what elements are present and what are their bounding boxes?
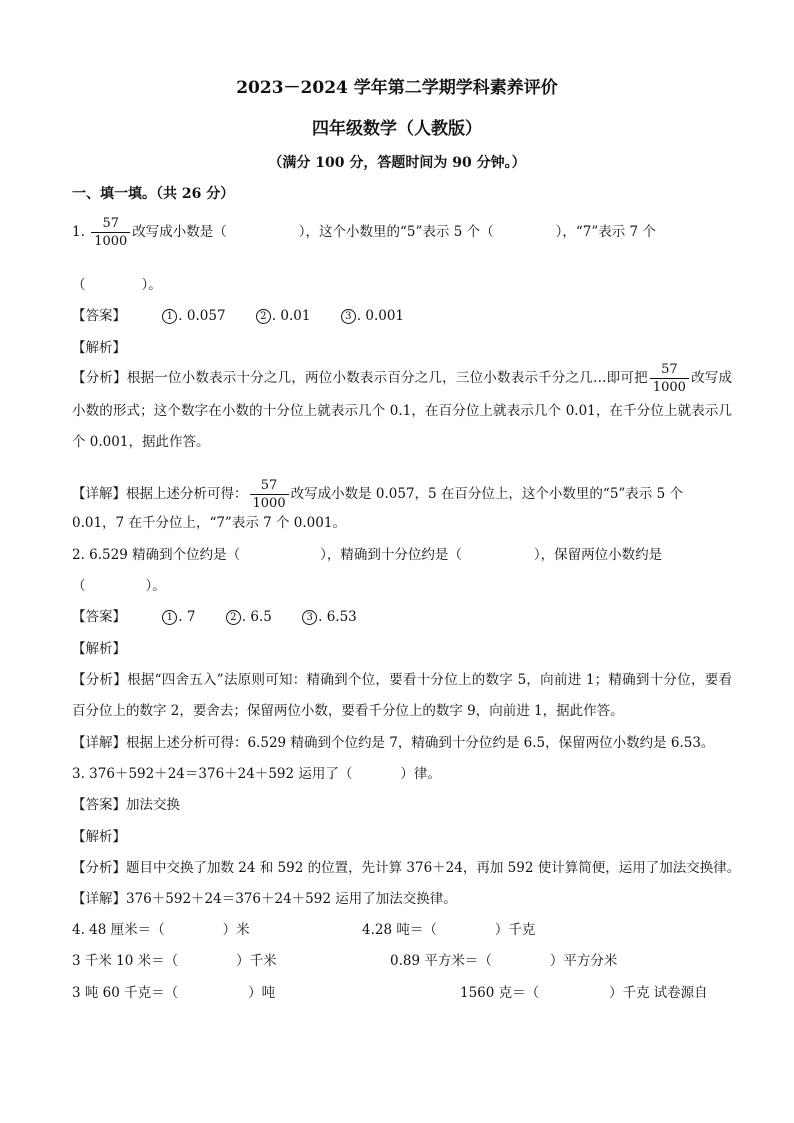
- fraction-numerator: 57: [650, 361, 689, 379]
- question-text: 2. 6.529 精确到个位约是（: [72, 547, 241, 563]
- answer-value: . 0.01: [271, 308, 311, 324]
- analysis-text: 根据一位小数表示十分之几，两位小数表示百分之几，三位小数表示千分之几…即可把: [126, 370, 648, 386]
- fraction-denominator: 1000: [94, 234, 128, 249]
- q4-row2-right: [390, 951, 617, 971]
- q4-row1-left: [72, 920, 250, 940]
- analysis-paragraph: [72, 665, 732, 727]
- question-text: 3 吨 60 千克＝（: [72, 985, 179, 1001]
- question-text: ）平方分米: [549, 953, 618, 969]
- detail-text-cont: 0.01，7 在千分位上，“7”表示 7 个 0.001。: [72, 515, 346, 531]
- circled-number-icon: 2: [226, 610, 241, 625]
- answer-value: 加法交换: [126, 797, 180, 813]
- q4-row2-left: [72, 951, 277, 971]
- question-text: ）吨: [248, 985, 276, 1001]
- question-text: ），保留两位小数约是: [533, 547, 663, 563]
- question-2: [72, 545, 662, 565]
- question-text: （: [72, 578, 86, 594]
- analysis-paragraph: [72, 858, 740, 878]
- circled-number-icon: 3: [341, 309, 356, 324]
- circled-number-icon: 1: [162, 610, 177, 625]
- question-text: ），“7”表示 7 个: [555, 224, 656, 240]
- jiexi-label: 【解析】: [72, 340, 126, 356]
- question-text: 改写成小数是（: [132, 224, 227, 240]
- question-text: 3 千米 10 米＝（: [72, 953, 179, 969]
- fraction-57-1000: [650, 361, 689, 396]
- watermark-text: 试卷源自: [653, 985, 708, 1001]
- answer-item: [256, 306, 311, 326]
- circled-number-icon: 3: [302, 610, 317, 625]
- exam-note: （满分 100 分，答题时间为 90 分钟。）: [268, 155, 526, 171]
- question-text: ），精确到十分位约是（: [320, 547, 462, 563]
- question-1-cont: [72, 275, 162, 295]
- analysis-paragraph: [72, 361, 732, 458]
- question-1: [72, 215, 656, 250]
- question-text: （: [72, 277, 86, 293]
- question-text: 4.28 吨＝（: [362, 922, 437, 938]
- answer-item: [341, 306, 404, 326]
- question-text: ）千克: [494, 922, 536, 938]
- detail-text: 根据上述分析可得：: [126, 486, 248, 502]
- detail-text: 376＋592＋24＝376＋24＋592 运用了加法交换律。: [126, 891, 457, 907]
- fraction-numerator: 57: [250, 477, 289, 495]
- question-text: ），这个小数里的“5”表示 5 个（: [298, 224, 494, 240]
- answer-item: [226, 607, 272, 627]
- question-text: ）米: [222, 922, 250, 938]
- question-text: ）千克: [609, 985, 650, 1001]
- fraction-denominator: 1000: [252, 496, 286, 511]
- xiangjie-label: 【详解】: [72, 891, 126, 907]
- answer-value: . 7: [178, 609, 196, 625]
- fenxi-label: 【分析】: [72, 370, 127, 386]
- detail-paragraph: [72, 733, 714, 753]
- answer-value: . 6.53: [318, 609, 357, 625]
- question-text: ）。: [141, 277, 162, 293]
- xiangjie-label: 【详解】: [72, 486, 126, 502]
- q4-row3-left: [72, 983, 275, 1003]
- answer-item: [162, 607, 195, 627]
- question-2-cont: [72, 576, 166, 596]
- question-3: [72, 764, 441, 784]
- fraction-numerator: 57: [91, 215, 130, 233]
- detail-paragraph: [72, 477, 683, 512]
- analysis-text: 题目中交换了加数 24 和 592 的位置，先计算 376＋24，再加 592 使计算简便，运用了加法交换律。: [126, 860, 741, 876]
- answer-value: . 6.5: [241, 609, 272, 625]
- answer-row: [72, 795, 180, 815]
- analysis-text: 根据“四舍五入”法原则可知：精确到个位，要看十分位上的数字 5，向前进 1；精确到十分位，要看百分位上的数字 2，要舍去；保留两位小数，要看千分位上的数字 9，向前进 1，据此作答。: [72, 672, 732, 719]
- detail-text: 改写成小数是 0.057，5 在百分位上，这个小数里的“5”表示 5 个: [290, 486, 683, 502]
- question-text: ）千米: [236, 953, 277, 969]
- jiexi-label: 【解析】: [72, 641, 126, 657]
- answer-row: [72, 607, 383, 627]
- question-text: 4. 48 厘米＝（: [72, 922, 165, 938]
- jiexi-label: 【解析】: [72, 829, 126, 845]
- answer-label: 【答案】: [72, 797, 126, 813]
- answer-value: . 0.001: [356, 308, 405, 324]
- fraction-57-1000: [91, 215, 130, 250]
- detail-text: 根据上述分析可得：6.529 精确到个位约是 7，精确到十分位约是 6.5，保留两位小数约是 6.53。: [126, 735, 715, 751]
- answer-label: 【答案】: [72, 308, 126, 324]
- question-number: 1.: [72, 224, 85, 240]
- q4-row3-right: [460, 983, 708, 1003]
- fraction-57-1000: [250, 477, 289, 512]
- page-title: 2023－2024 学年第二学期学科素养评价: [236, 78, 558, 98]
- question-text: ）律。: [400, 766, 441, 782]
- section-heading: 一、填一填。（共 26 分）: [72, 186, 235, 202]
- page-subtitle: 四年级数学（人教版）: [312, 119, 482, 139]
- answer-value: . 0.057: [178, 308, 226, 324]
- answer-label: 【答案】: [72, 609, 126, 625]
- answer-row: [72, 306, 430, 326]
- q4-row1-right: [362, 920, 535, 940]
- analysis-text: 改写成小数的形式；这个数字在小数的十分位上就表示几个 0.1，在百分位上就表示几个 0.01，在千分位上就表示几个 0.001，据此作答。: [72, 370, 733, 450]
- question-text: 1560 克＝（: [460, 985, 540, 1001]
- fraction-denominator: 1000: [652, 380, 686, 395]
- fenxi-label: 【分析】: [72, 672, 128, 688]
- xiangjie-label: 【详解】: [72, 735, 126, 751]
- circled-number-icon: 2: [256, 309, 271, 324]
- answer-item: [162, 306, 225, 326]
- circled-number-icon: 1: [162, 309, 177, 324]
- question-text: 0.89 平方米＝（: [390, 953, 492, 969]
- question-text: ）。: [145, 578, 166, 594]
- detail-paragraph: [72, 889, 457, 909]
- answer-item: [302, 607, 357, 627]
- question-text: 3. 376＋592＋24＝376＋24＋592 运用了（: [72, 766, 353, 782]
- fenxi-label: 【分析】: [72, 860, 126, 876]
